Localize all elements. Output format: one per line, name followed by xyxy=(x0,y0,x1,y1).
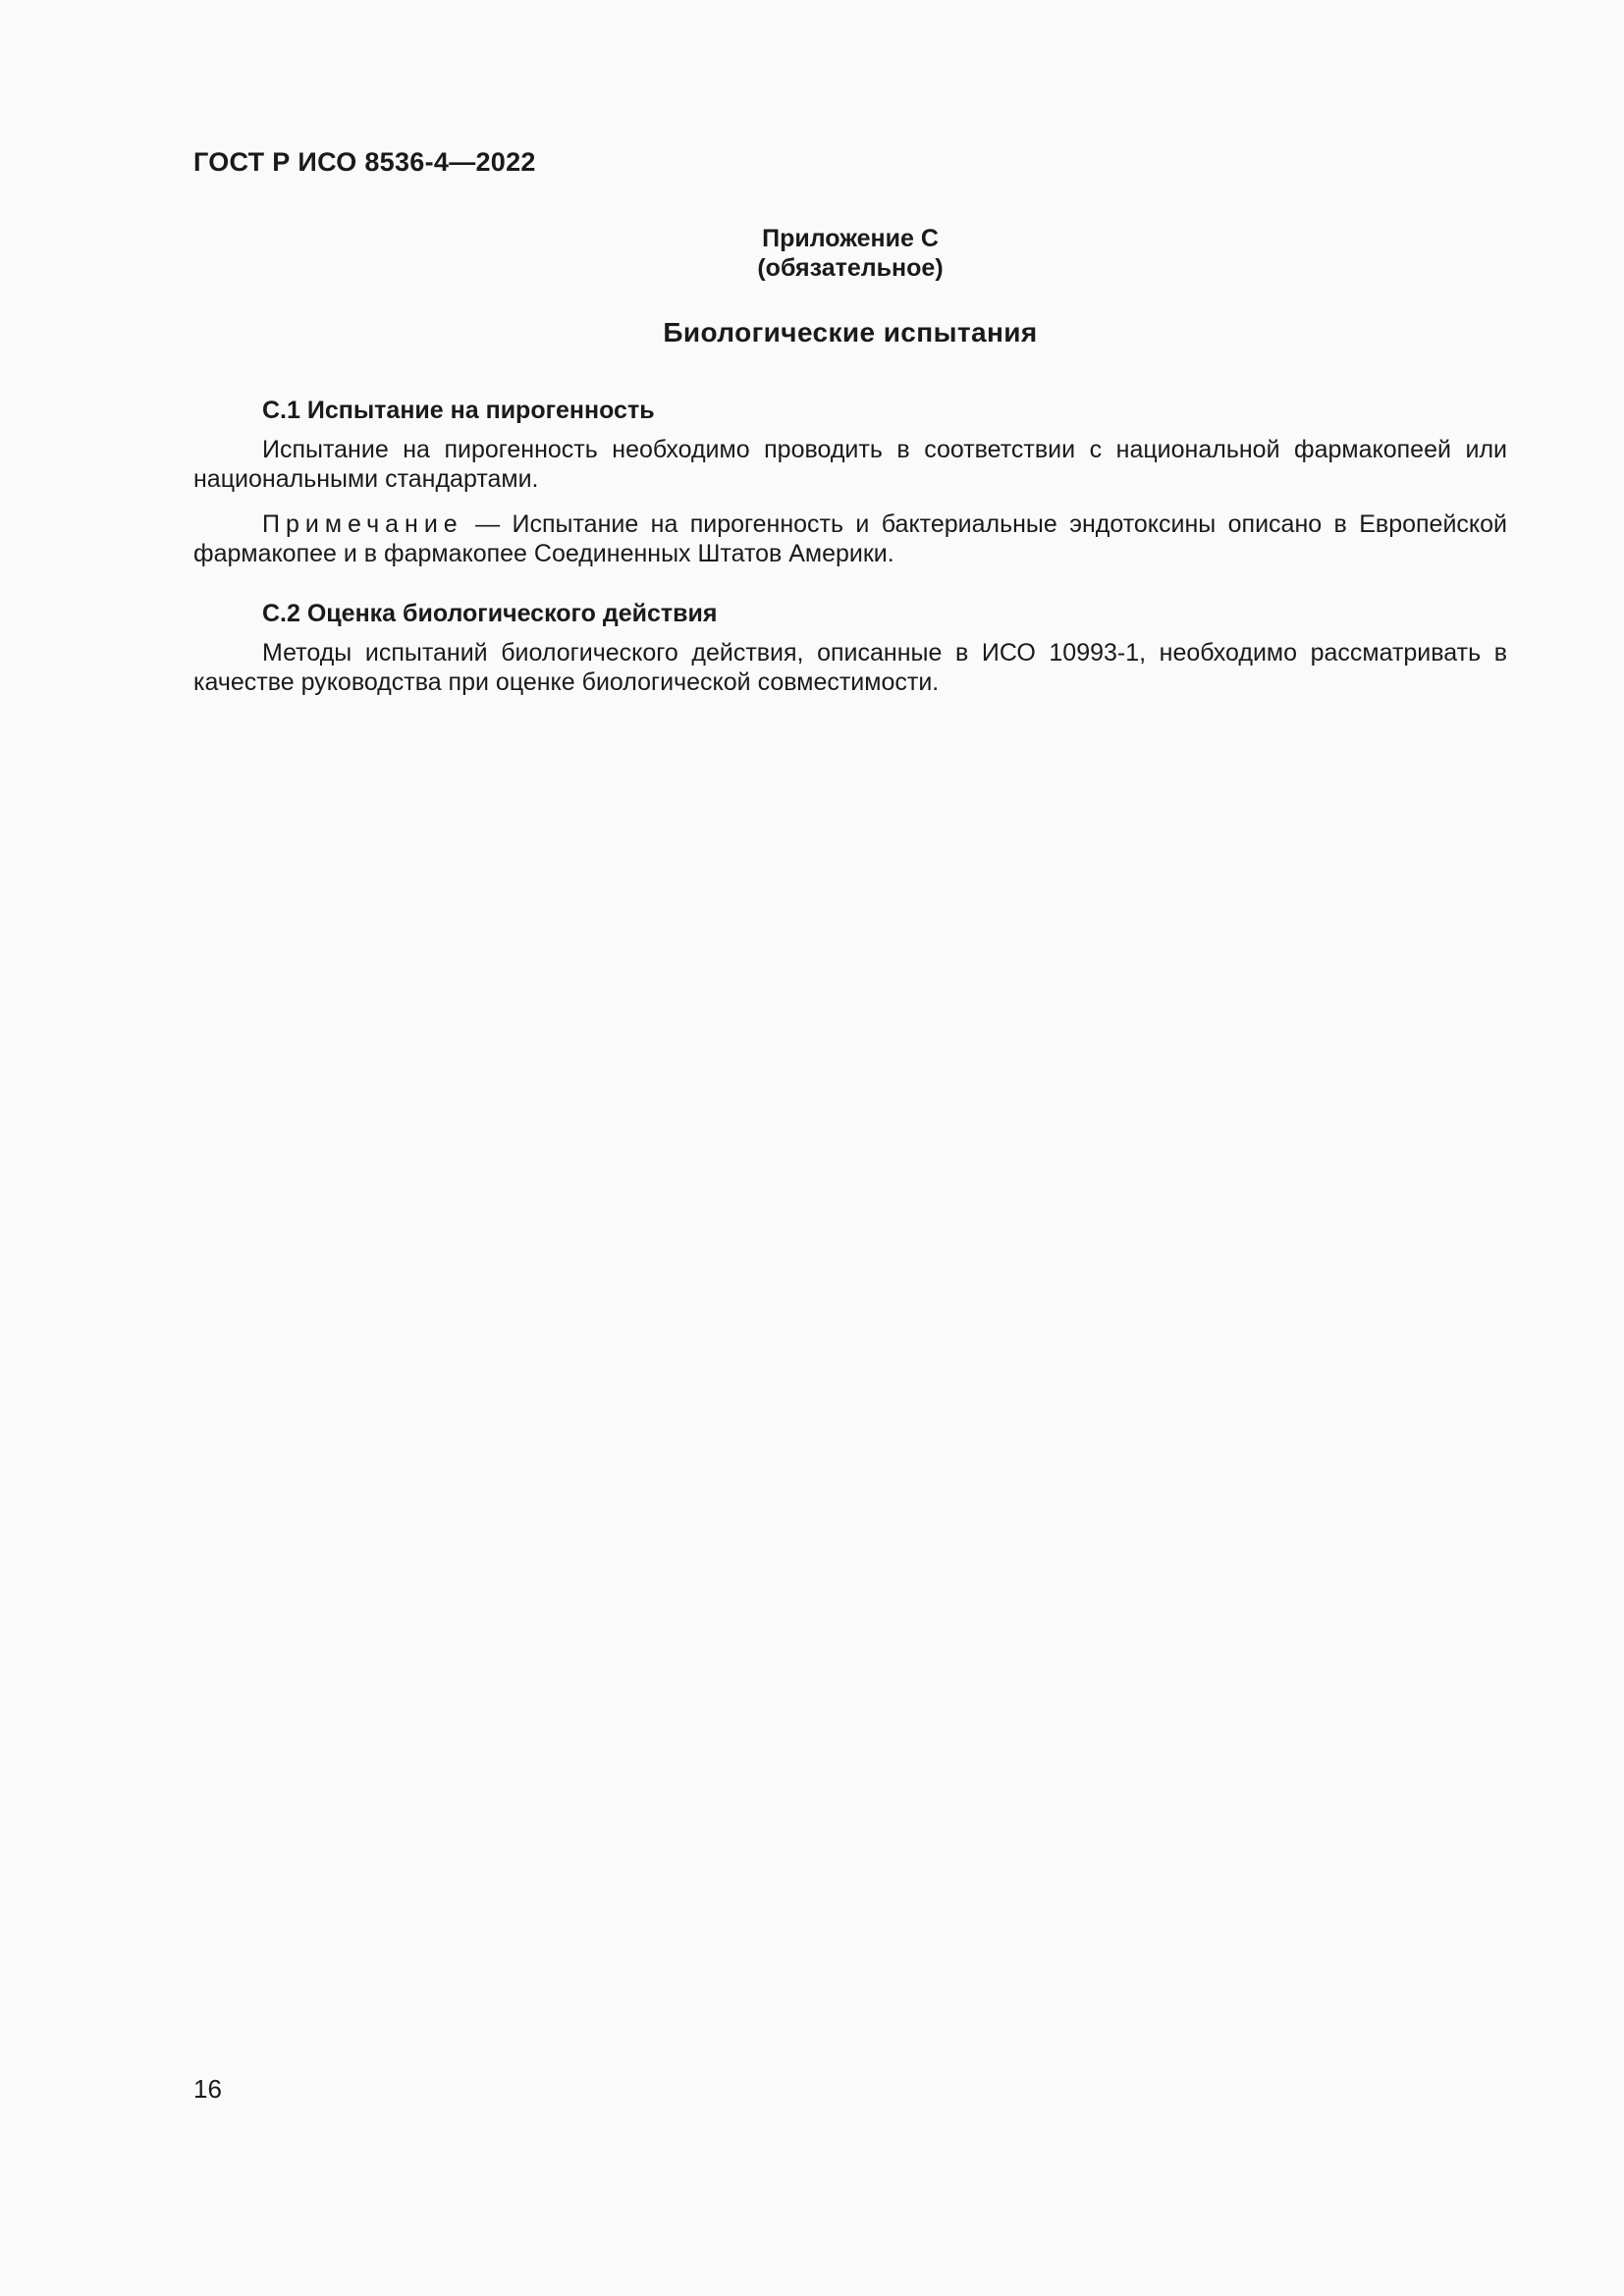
note-paragraph xyxy=(193,509,1507,568)
section-paragraph: Методы испытаний биологического действия, описанные в ИСО 10993-1, необходимо рассматривать в качестве руководства при оценке биологической совместимости. xyxy=(193,639,1507,696)
appendix-header xyxy=(193,224,1507,283)
section-paragraph: Испытание на пирогенность необходимо проводить в соответствии с национальной фармакопеей или национальными стандартами. xyxy=(193,436,1507,493)
appendix-status: (обязательное) xyxy=(757,254,944,282)
document-code: ГОСТ Р ИСО 8536-4—2022 xyxy=(193,147,536,177)
section-c2 xyxy=(193,599,1507,697)
note-dash: — xyxy=(462,510,513,538)
appendix-label: Приложение С xyxy=(762,225,939,252)
section-c1 xyxy=(193,396,1507,568)
page-number: 16 xyxy=(193,2074,222,2104)
note-label: Примечание xyxy=(262,510,463,538)
appendix-title: Биологические испытания xyxy=(663,317,1038,347)
section-heading: С.1 Испытание на пирогенность xyxy=(262,397,655,424)
note-text: Испытание на пирогенность и бактериальные эндотоксины описано в Европейской фармакопее и в фармакопее Соединенных Штатов Америки. xyxy=(193,510,1507,567)
section-heading: С.2 Оценка биологического действия xyxy=(262,600,718,627)
